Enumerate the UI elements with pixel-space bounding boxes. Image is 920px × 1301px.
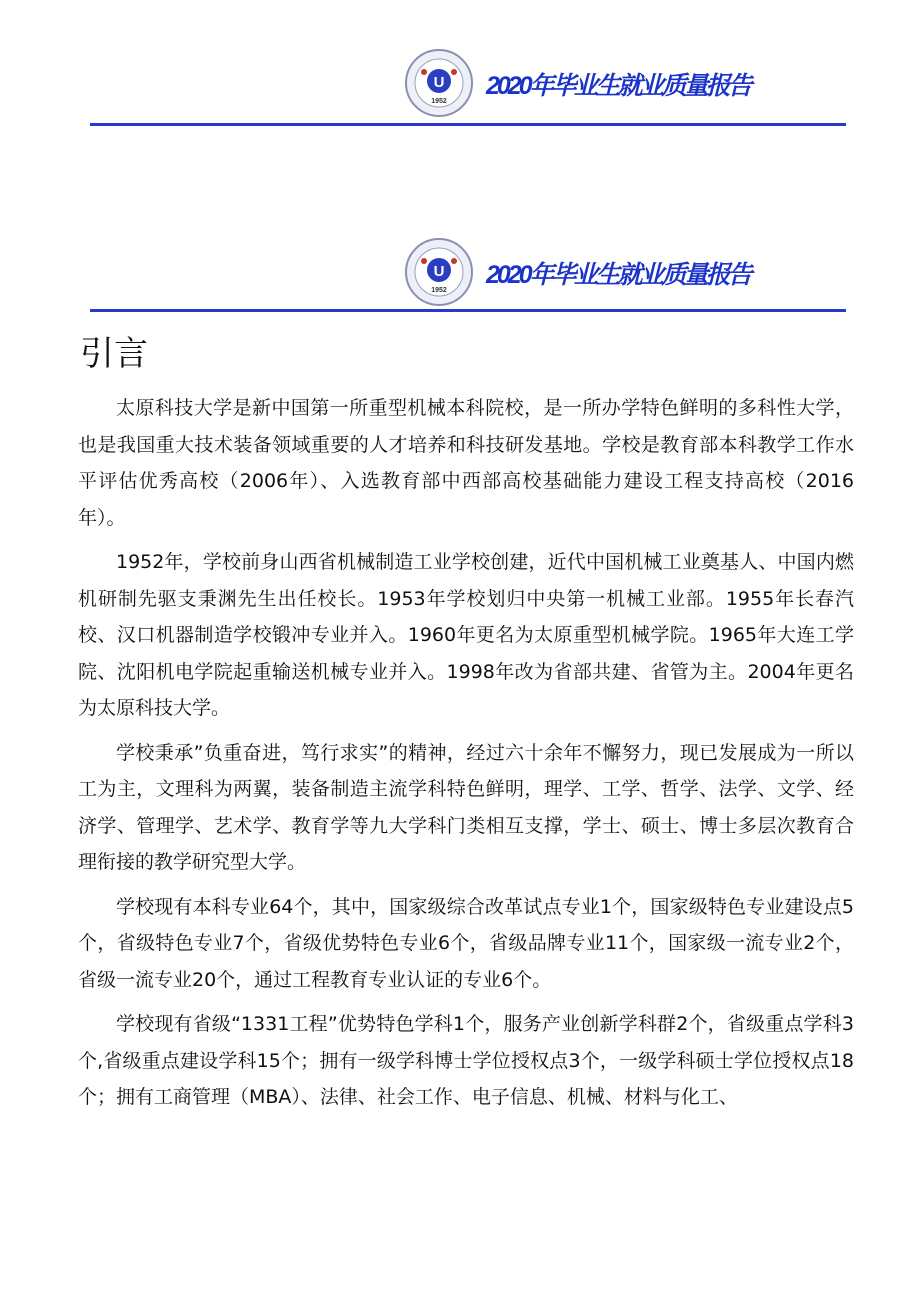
paragraph: 1952年，学校前身山西省机械制造工业学校创建，近代中国机械工业奠基人、中国内燃机研制先驱支秉渊先生出任校长。1953年学校划归中央第一机械工业部。1955年长春汽校、汉口机器制造学校锻冲专业并入。1960年更名为太原重型机械学院。1965年大连工学院、沈阳机电学院起重输送机械专业并入。1998年改为省部共建、省管为主。2004年更名为太原科技大学。 xyxy=(78,551,854,719)
body-text xyxy=(78,390,854,1124)
header-divider xyxy=(90,309,846,312)
report-title: 2020年毕业生就业质量报告 xyxy=(486,261,750,289)
page-header xyxy=(90,44,846,134)
svg-text:U: U xyxy=(433,263,445,280)
svg-text:1952: 1952 xyxy=(431,287,447,294)
svg-text:U: U xyxy=(433,74,445,91)
paragraph: 太原科技大学是新中国第一所重型机械本科院校，是一所办学特色鲜明的多科性大学，也是我国重大技术装备领域重要的人才培养和科技研发基地。学校是教育部本科教学工作水平评估优秀高校（2006年）、入选教育部中西部高校基础能力建设工程支持高校（2016年）。 xyxy=(78,397,854,529)
section-title: 引言 xyxy=(80,334,148,374)
paragraph: 学校现有省级“1331工程”优势特色学科1个，服务产业创新学科群2个，省级重点学科3个,省级重点建设学科15个；拥有一级学科博士学位授权点3个，一级学科硕士学位授权点18个；拥有工商管理（MBA）、法律、社会工作、电子信息、机械、材料与化工、 xyxy=(78,1013,854,1108)
university-seal-icon xyxy=(404,237,474,307)
svg-text:1952: 1952 xyxy=(431,98,447,105)
page-header-repeat xyxy=(90,233,846,323)
paragraph: 学校现有本科专业64个，其中，国家级综合改革试点专业1个，国家级特色专业建设点5个，省级特色专业7个，省级优势特色专业6个，省级品牌专业11个，国家级一流专业2个，省级一流专业20个，通过工程教育专业认证的专业6个。 xyxy=(78,895,854,991)
university-seal-icon xyxy=(404,48,474,118)
paragraph: 学校秉承”负重奋进，笃行求实”的精神，经过六十余年不懈努力，现已发展成为一所以工为主，文理科为两翼，装备制造主流学科特色鲜明，理学、工学、哲学、法学、文学、经济学、管理学、艺术学、教育学等九大学科门类相互支撑，学士、硕士、博士多层次教育合理衔接的教学研究型大学。 xyxy=(78,741,854,873)
report-title: 2020年毕业生就业质量报告 xyxy=(486,72,750,100)
header-divider xyxy=(90,123,846,126)
